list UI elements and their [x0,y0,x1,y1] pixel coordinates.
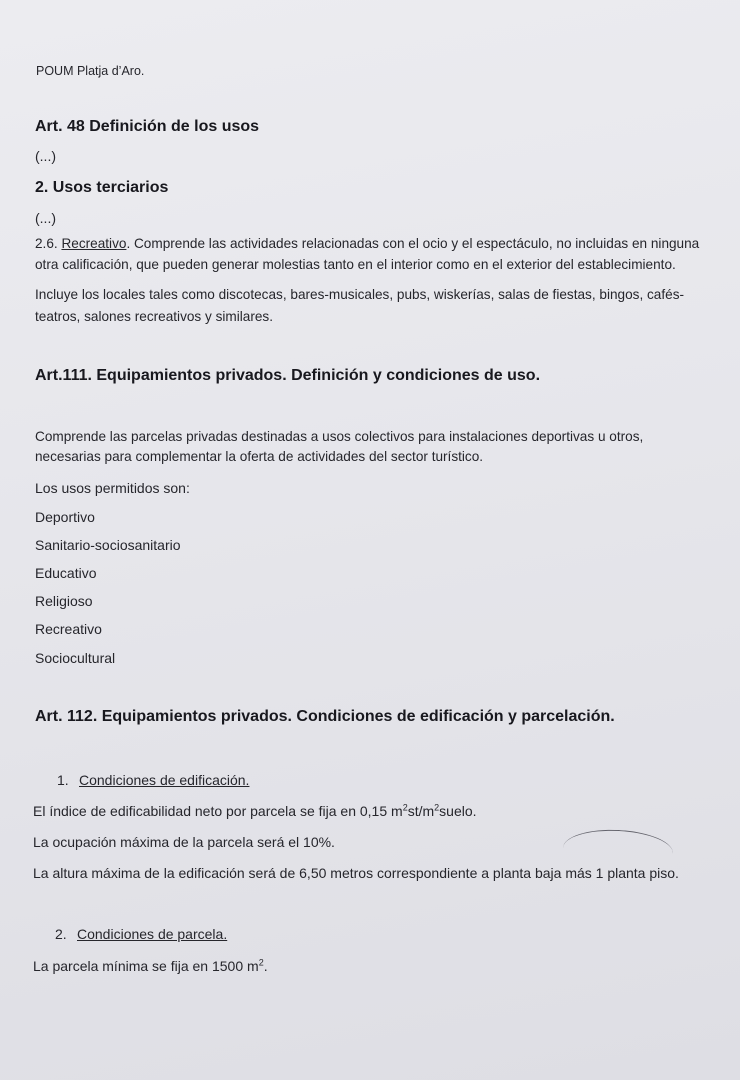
usos-terciarios-heading: 2. Usos terciarios [35,179,169,196]
use-item: Sanitario-sociosanitario [35,537,181,553]
text: El índice de edificabilidad neto por parcela se fija en 0,15 m [33,803,403,819]
pen-mark [562,827,674,874]
text: . [263,958,268,974]
art111-heading: Art.111. Equipamientos privados. Definición y condiciones de uso. [35,367,541,384]
ellipsis-2: (...) [35,210,56,226]
superscript: 2 [434,802,440,813]
parcela-minima-line [33,956,268,977]
text: suelo. [439,803,477,819]
recreativo-term: Recreativo [61,236,127,251]
edificabilidad-line [33,801,477,822]
use-item: Recreativo [35,621,102,637]
item-number: 2.6. [35,236,62,251]
section-1-number: 1. [57,772,69,788]
use-item: Sociocultural [35,650,116,666]
document-header: POUM Platja d’Aro. [36,64,145,78]
art111-para-line2: necesarias para complementar la oferta de actividades del sector turístico. [35,449,484,464]
recreativo-para-line2: otra calificación, que pueden generar molestias tanto en el interior como en el exterior del establecimiento. [35,257,676,272]
text: st/m [407,803,435,819]
use-item: Religioso [35,593,93,609]
art48-heading: Art. 48 Definición de los usos [35,118,260,135]
superscript: 2 [258,957,264,968]
ocupacion-line: La ocupación máxima de la parcela será el 10%. [33,834,335,850]
ellipsis-1: (...) [35,148,56,164]
recreativo-para-line1 [35,233,699,254]
art111-para-line1: Comprende las parcelas privadas destinadas a usos colectivos para instalaciones deportivas u otros, [35,429,644,444]
incluye-para-line1: Incluye los locales tales como discotecas, bares-musicales, pubs, wiskerías, salas de fiestas, bingos, cafés- [35,287,685,302]
section-2-title: Condiciones de parcela. [77,926,228,942]
use-item: Educativo [35,565,97,581]
recreativo-text: . Comprende las actividades relacionadas con el ocio y el espectáculo, no incluidas en ninguna [126,236,700,251]
section-1-title: Condiciones de edificación. [79,772,250,788]
use-item: Deportivo [35,509,95,525]
uses-intro: Los usos permitidos son: [35,480,190,496]
text: La parcela mínima se fija en 1500 m [33,958,259,974]
altura-line: La altura máxima de la edificación será de 6,50 metros correspondiente a planta baja más 1 planta piso. [33,865,679,881]
incluye-para-line2: teatros, salones recreativos y similares. [35,309,273,324]
art112-heading: Art. 112. Equipamientos privados. Condiciones de edificación y parcelación. [35,708,615,725]
superscript: 2 [402,802,408,813]
section-2-number: 2. [55,926,67,942]
